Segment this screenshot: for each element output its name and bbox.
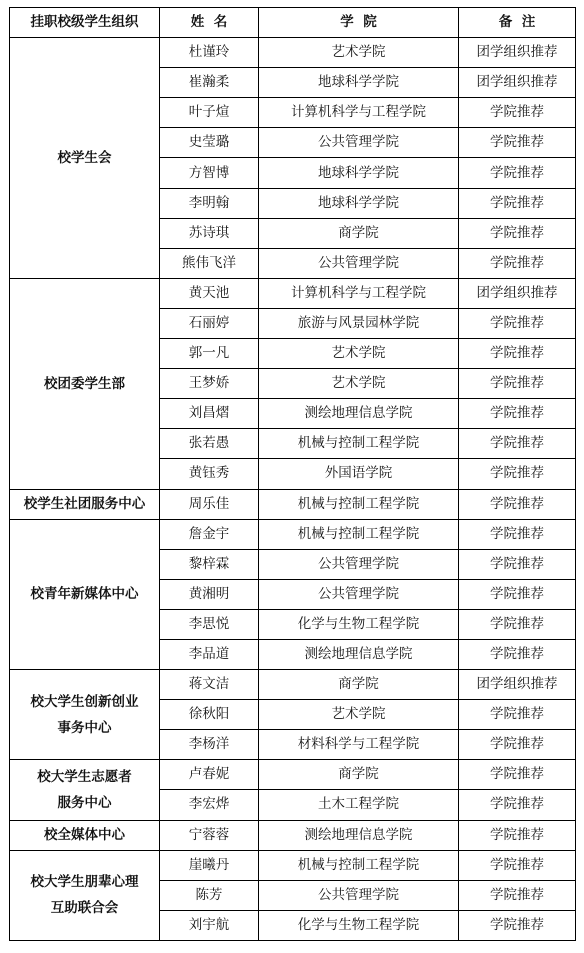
org-name-line: 校全媒体中心 bbox=[44, 827, 125, 844]
org-name-line: 校学生会 bbox=[57, 149, 112, 166]
header-name: 姓 名 bbox=[160, 8, 259, 38]
table-row bbox=[10, 278, 576, 308]
note-cell: 学院推荐 bbox=[459, 459, 576, 489]
org-name-line: 校大学生创新创业 bbox=[30, 693, 139, 710]
name-cell: 陈芳 bbox=[160, 880, 259, 910]
table-row bbox=[10, 489, 576, 519]
table-row bbox=[10, 38, 576, 68]
table-body bbox=[10, 38, 576, 941]
college-cell: 材料科学与工程学院 bbox=[259, 730, 459, 760]
college-cell: 艺术学院 bbox=[259, 38, 459, 68]
name-cell: 徐秋阳 bbox=[160, 700, 259, 730]
college-cell: 艺术学院 bbox=[259, 369, 459, 399]
college-cell: 机械与控制工程学院 bbox=[259, 429, 459, 459]
note-cell: 团学组织推荐 bbox=[459, 68, 576, 98]
org-cell bbox=[10, 670, 160, 760]
name-cell: 李思悦 bbox=[160, 609, 259, 639]
name-cell: 刘宇航 bbox=[160, 910, 259, 940]
college-cell: 测绘地理信息学院 bbox=[259, 639, 459, 669]
college-cell: 机械与控制工程学院 bbox=[259, 519, 459, 549]
name-cell: 熊伟飞洋 bbox=[160, 248, 259, 278]
note-cell: 学院推荐 bbox=[459, 248, 576, 278]
note-cell: 学院推荐 bbox=[459, 850, 576, 880]
college-cell: 公共管理学院 bbox=[259, 128, 459, 158]
note-cell: 学院推荐 bbox=[459, 639, 576, 669]
note-cell: 学院推荐 bbox=[459, 579, 576, 609]
org-name-line: 校大学生朋辈心理 bbox=[30, 874, 139, 891]
note-cell: 团学组织推荐 bbox=[459, 38, 576, 68]
org-name-line: 校青年新媒体中心 bbox=[30, 586, 139, 603]
note-cell: 学院推荐 bbox=[459, 609, 576, 639]
note-cell: 学院推荐 bbox=[459, 369, 576, 399]
org-name-line: 事务中心 bbox=[57, 719, 112, 736]
college-cell: 艺术学院 bbox=[259, 700, 459, 730]
name-cell: 李品道 bbox=[160, 639, 259, 669]
header-college: 学 院 bbox=[259, 8, 459, 38]
org-cell bbox=[10, 850, 160, 940]
note-cell: 学院推荐 bbox=[459, 700, 576, 730]
note-cell: 团学组织推荐 bbox=[459, 670, 576, 700]
org-cell bbox=[10, 38, 160, 279]
name-cell: 李杨洋 bbox=[160, 730, 259, 760]
college-cell: 地球科学学院 bbox=[259, 188, 459, 218]
name-cell: 李明翰 bbox=[160, 188, 259, 218]
college-cell: 公共管理学院 bbox=[259, 880, 459, 910]
college-cell: 地球科学学院 bbox=[259, 68, 459, 98]
note-cell: 学院推荐 bbox=[459, 880, 576, 910]
name-cell: 石丽婷 bbox=[160, 308, 259, 338]
name-cell: 黄湘明 bbox=[160, 579, 259, 609]
note-cell: 学院推荐 bbox=[459, 820, 576, 850]
note-cell: 学院推荐 bbox=[459, 308, 576, 338]
college-cell: 化学与生物工程学院 bbox=[259, 910, 459, 940]
org-name-line: 互助联合会 bbox=[50, 900, 119, 917]
note-cell: 学院推荐 bbox=[459, 339, 576, 369]
name-cell: 方智博 bbox=[160, 158, 259, 188]
org-cell bbox=[10, 278, 160, 489]
header-note: 备 注 bbox=[459, 8, 576, 38]
name-cell: 蒋文洁 bbox=[160, 670, 259, 700]
note-cell: 学院推荐 bbox=[459, 489, 576, 519]
name-cell: 苏诗琪 bbox=[160, 218, 259, 248]
note-cell: 学院推荐 bbox=[459, 730, 576, 760]
college-cell: 测绘地理信息学院 bbox=[259, 399, 459, 429]
college-cell: 计算机科学与工程学院 bbox=[259, 278, 459, 308]
org-name-line: 校学生社团服务中心 bbox=[23, 496, 146, 513]
name-cell: 史莹璐 bbox=[160, 128, 259, 158]
note-cell: 团学组织推荐 bbox=[459, 278, 576, 308]
college-cell: 公共管理学院 bbox=[259, 579, 459, 609]
name-cell: 宁蓉蓉 bbox=[160, 820, 259, 850]
org-cell bbox=[10, 760, 160, 820]
college-cell: 商学院 bbox=[259, 760, 459, 790]
name-cell: 叶子煊 bbox=[160, 98, 259, 128]
name-cell: 张若愚 bbox=[160, 429, 259, 459]
name-cell: 杜谨玲 bbox=[160, 38, 259, 68]
college-cell: 旅游与风景园林学院 bbox=[259, 308, 459, 338]
name-cell: 黎梓霖 bbox=[160, 549, 259, 579]
name-cell: 李宏烨 bbox=[160, 790, 259, 820]
name-cell: 崖曦丹 bbox=[160, 850, 259, 880]
org-cell bbox=[10, 489, 160, 519]
college-cell: 地球科学学院 bbox=[259, 158, 459, 188]
name-cell: 卢春妮 bbox=[160, 760, 259, 790]
college-cell: 商学院 bbox=[259, 670, 459, 700]
header-org: 挂职校级学生组织 bbox=[10, 8, 160, 38]
college-cell: 艺术学院 bbox=[259, 339, 459, 369]
note-cell: 学院推荐 bbox=[459, 790, 576, 820]
college-cell: 测绘地理信息学院 bbox=[259, 820, 459, 850]
college-cell: 计算机科学与工程学院 bbox=[259, 98, 459, 128]
org-name-line: 校大学生志愿者 bbox=[37, 768, 132, 785]
table-row bbox=[10, 850, 576, 880]
note-cell: 学院推荐 bbox=[459, 429, 576, 459]
note-cell: 学院推荐 bbox=[459, 128, 576, 158]
name-cell: 黄天池 bbox=[160, 278, 259, 308]
note-cell: 学院推荐 bbox=[459, 158, 576, 188]
college-cell: 机械与控制工程学院 bbox=[259, 850, 459, 880]
table-row bbox=[10, 670, 576, 700]
name-cell: 詹金宇 bbox=[160, 519, 259, 549]
header-row bbox=[10, 8, 576, 38]
org-name-line: 服务中心 bbox=[57, 794, 112, 811]
name-cell: 黄钰秀 bbox=[160, 459, 259, 489]
org-cell bbox=[10, 820, 160, 850]
college-cell: 公共管理学院 bbox=[259, 248, 459, 278]
note-cell: 学院推荐 bbox=[459, 218, 576, 248]
org-name-line: 校团委学生部 bbox=[44, 375, 125, 392]
table-row bbox=[10, 820, 576, 850]
name-cell: 刘昌熠 bbox=[160, 399, 259, 429]
college-cell: 公共管理学院 bbox=[259, 549, 459, 579]
college-cell: 化学与生物工程学院 bbox=[259, 609, 459, 639]
name-cell: 周乐佳 bbox=[160, 489, 259, 519]
note-cell: 学院推荐 bbox=[459, 760, 576, 790]
college-cell: 外国语学院 bbox=[259, 459, 459, 489]
college-cell: 机械与控制工程学院 bbox=[259, 489, 459, 519]
org-cell bbox=[10, 519, 160, 669]
college-cell: 商学院 bbox=[259, 218, 459, 248]
college-cell: 土木工程学院 bbox=[259, 790, 459, 820]
table-row bbox=[10, 760, 576, 790]
note-cell: 学院推荐 bbox=[459, 549, 576, 579]
note-cell: 学院推荐 bbox=[459, 188, 576, 218]
name-cell: 郭一凡 bbox=[160, 339, 259, 369]
roster-table bbox=[9, 7, 576, 941]
note-cell: 学院推荐 bbox=[459, 98, 576, 128]
name-cell: 王梦娇 bbox=[160, 369, 259, 399]
name-cell: 崔瀚柔 bbox=[160, 68, 259, 98]
note-cell: 学院推荐 bbox=[459, 399, 576, 429]
table-row bbox=[10, 519, 576, 549]
note-cell: 学院推荐 bbox=[459, 519, 576, 549]
note-cell: 学院推荐 bbox=[459, 910, 576, 940]
